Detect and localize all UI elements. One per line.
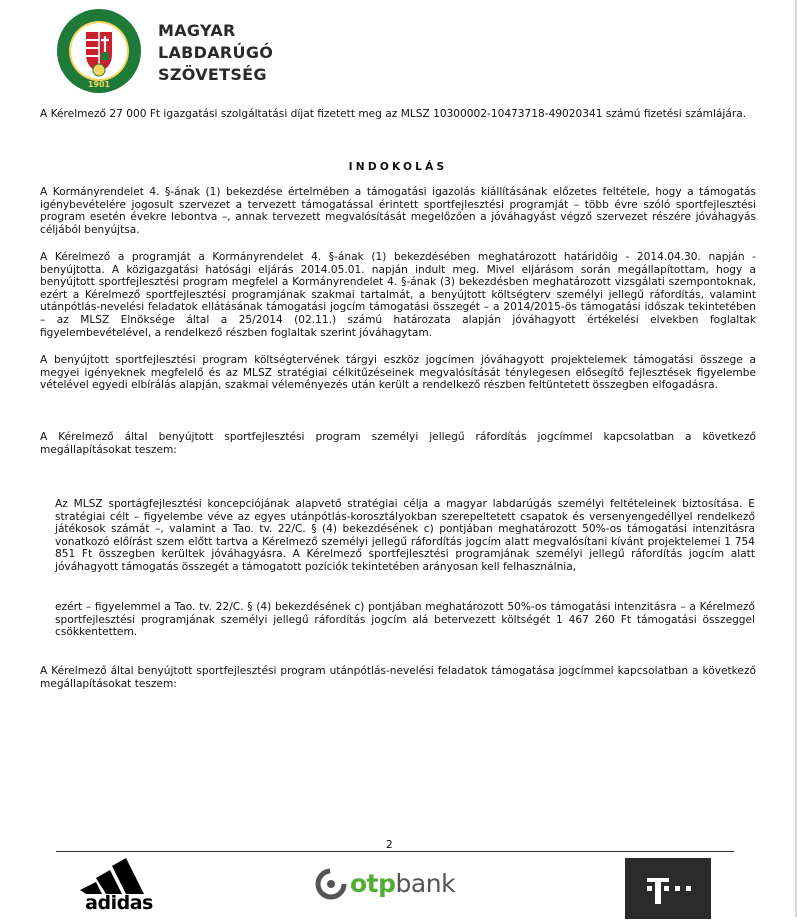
mlsz-crest-logo <box>56 8 142 94</box>
paragraph-3: A benyújtott sportfejlesztési program költségtervének tárgyi eszköz jogcímen jóváhagyott projektelemek támogatási összege a megyei igényeknek megfelelő és az MLSZ stratégiai célkitűzéseinek megvalósítását ténylegesen elősegítő fejlesztések figyelembe vételével egyedi elbírálás alapján, szakmai véleményezés után került a rendelkező részben feltüntetett összegben elfogadásra. <box>40 354 756 392</box>
paragraph-4: A Kérelmező által benyújtott sportfejlesztési program személyi jellegű ráfordítás jogcímmel kapcsolatban a következő megállapításokat teszem: <box>40 431 756 456</box>
adidas-stripes-icon <box>76 856 162 896</box>
adidas-wordmark: adidas <box>85 892 153 914</box>
otp-swirl-icon <box>314 866 348 902</box>
paragraph-6: ezért – figyelemmel a Tao. tv. 22/C. § (4) bekezdésének c) pontjában meghatározott 50%-os támogatási intenzitásra – a Kérelmező sportfejlesztési programjának személyi jellegű ráfordítás jogcím alá betervezett költségét 1 467 260 Ft támogatási összeggel csökkentettem. <box>55 601 755 639</box>
paragraph-1: A Kormányrendelet 4. §-ának (1) bekezdése értelmében a támogatási igazolás kiállításának előzetes feltétele, hogy a támogatás igénybevételére jogosult szervezet a tervezett támogatással érintett sportfejlesztési programját – több évre szóló sportfejlesztési program esetén évekre lebontva –, annak tervezett megvalósítását megelőzően a jóváhagyást végző szervezet részére jóváhagyás céljából benyújtsa. <box>40 186 756 236</box>
adidas-logo <box>76 856 162 916</box>
org-name-line-1: MAGYAR <box>158 21 236 40</box>
paragraph-2: A Kérelmező a programját a Kormányrendelet 4. §-ának (1) bekezdésében meghatározott határidőig - 2014.04.30. napján - benyújtotta. A közigazgatási hatósági eljárás 2014.05.01. napján indult meg. Mivel eljárásom során megállapítottam, hogy a benyújtott sportfejlesztési program megfelel a Kormányrendelet 4. §-ának (3) bekezdésben meghatározott vizsgálati szempontoknak, ezért a Kérelmező sportfejlesztési programjának szakmai tartalmát, a benyújtott költségterv személyi jellegű ráfordítás, valamint utánpótlás-nevelési feladatok ellátásának támogatási jogcím támogatási összegét – a 2014/2015-ös támogatási időszak tekintetében – az MLSZ Elnöksége által a 25/2014 (02.11.) számú határozata alapján jóváhagyott értékelési elvekben foglaltak figyelembevételével, a rendelkező részben foglaltak szerint jóváhagytam. <box>40 251 756 339</box>
org-name-line-2: LABDARÚGÓ <box>158 43 274 62</box>
telekom-t-icon <box>625 858 711 919</box>
svg-text:1901: 1901 <box>87 80 111 89</box>
organization-name <box>158 20 273 86</box>
otp-bank-logo <box>314 866 484 906</box>
section-heading: INDOKOLÁS <box>348 161 448 173</box>
org-name-line-3: SZÖVETSÉG <box>158 65 267 84</box>
paragraph-7: A Kérelmező által benyújtott sportfejlesztési program utánpótlás-nevelési feladatok támogatása jogcímmel kapcsolatban a következő megállapításokat teszem: <box>40 665 756 690</box>
telekom-logo <box>625 858 711 919</box>
page-number: 2 <box>386 839 393 851</box>
otp-wordmark: otpbank <box>350 869 456 898</box>
paragraph-5: Az MLSZ sportágfejlesztési koncepciójának alapvető stratégiai célja a magyar labdarúgás személyi feltételeinek biztosítása. E stratégiai célt – figyelembe véve az egyes utánpótlás-korosztályokban szerepeltetett csapatok és versenyengedéllyel rendelkező játékosok számát –, valamint a Tao. tv. 22/C. § (4) bekezdésének c) pontjában meghatározott 50%-os támogatási intenzitásra vonatkozó előírást szem előtt tartva a Kérelmező személyi jellegű ráfordítás jogcím alatt megvalósítani kívánt projektelemei 1 754 851 Ft összegben kerültek jóváhagyásra. A Kérelmező sportfejlesztési programjának személyi jellegű ráfordítás jogcím alatt jóváhagyott támogatás összegét a támogatott pozíciók tekintetében arányosan kell felhasználnia, <box>55 498 755 573</box>
footer-divider <box>56 851 734 852</box>
fee-paragraph: A Kérelmező 27 000 Ft igazgatási szolgáltatási díjat fizetett meg az MLSZ 10300002-10473718-49020341 számú fizetési számlájára. <box>40 108 747 120</box>
